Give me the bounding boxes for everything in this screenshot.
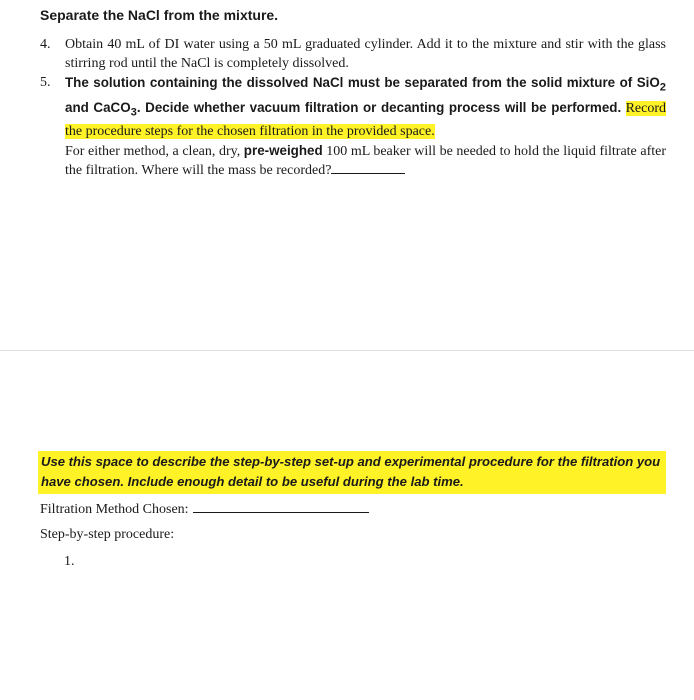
step-4 [40,35,666,73]
filtration-method-blank[interactable] [193,499,369,513]
step-5-body [65,73,666,180]
carbonate-subscript: 3 [130,106,137,119]
step-5-bold-c: . Decide whether vacuum filtration or decanting process will be performed. [136,99,622,115]
section-heading: Separate the NaCl from the mixture. [40,7,279,23]
step-5-bold-b: and CaCO [65,99,131,115]
step-5-number: 5. [40,75,51,90]
step-5-text-a: For either method, a clean, dry, [65,144,244,160]
step-5-bold-a: The solution containing the dissolved NaCl must be separated from the solid mixture of SiO [65,75,660,90]
step-5 [40,73,666,180]
pre-weighed-label: pre-weighed [243,143,323,159]
mass-location-blank[interactable] [331,161,405,174]
step-5-highlight: Record the procedure steps for the chosen filtration in the provided space. [65,100,666,140]
step-5-text-b: 100 mL beaker will be needed to hold the liquid filtrate after the filtration. Where will the mass be recorded? [65,144,666,179]
step-5-bold-text [65,75,666,119]
step-4-text: Obtain 40 mL of DI water using a 50 mL graduated cylinder. Add it to the mixture and stir with the glass stirring rod until the NaCl is completely dissolved. [65,37,666,71]
filtration-method-row [40,499,369,518]
procedure-label: Step-by-step procedure: [40,527,175,542]
silica-subscript: 2 [659,81,666,94]
step-4-number: 4. [40,37,51,52]
page-divider [0,350,694,351]
instructions-box: Use this space to describe the step-by-step set-up and experimental procedure for the filtration you have chosen. Include enough detail to be useful during the lab time. [38,451,666,494]
procedure-step-1: 1. [64,554,75,569]
filtration-method-label: Filtration Method Chosen: [40,502,189,517]
